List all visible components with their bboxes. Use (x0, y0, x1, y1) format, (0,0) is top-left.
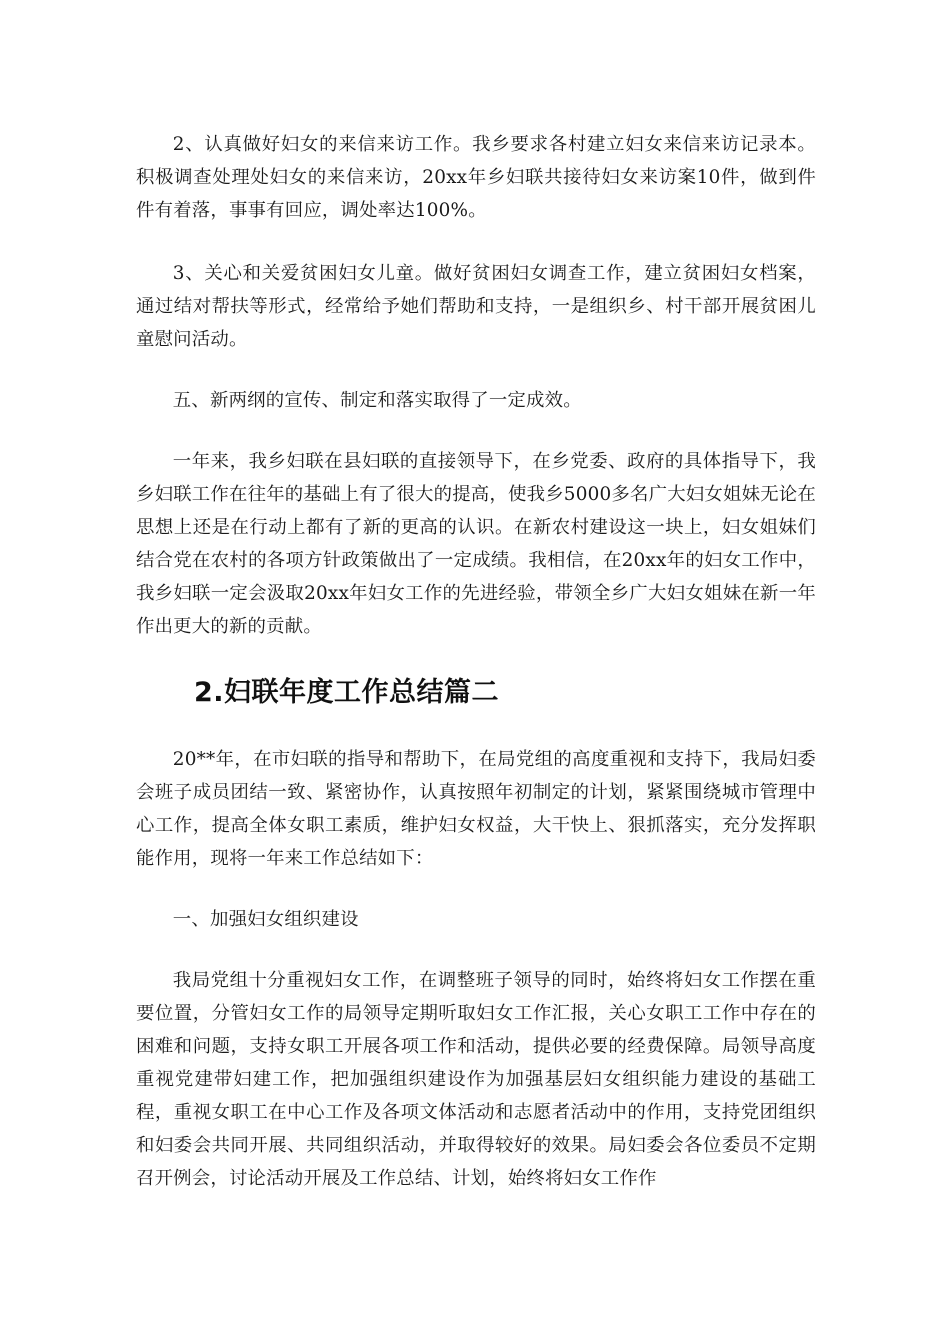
paragraph-org-building: 我局党组十分重视妇女工作，在调整班子领导的同时，始终将妇女工作摆在重要位置，分管妇女工作的局领导定期听取妇女工作汇报，关心女职工工作中存在的困难和问题，支持女职工开展各项工作和活动，提供必要的经费保障。局领导高度重视党建带妇建工作，把加强组织建设作为加强基层妇女组织能力建设的基础工程，重视女职工在中心工作及各项文体活动和志愿者活动中的作用，支持党团组织和妇委会共同开展、共同组织活动，并取得较好的效果。局妇委会各位委员不定期召开例会，讨论活动开展及工作总结、计划，始终将妇女工作作 (136, 970, 816, 1189)
paragraph-section-five: 五、新两纲的宣传、制定和落实取得了一定成效。 (172, 390, 582, 411)
paragraph-intro-part2: 20**年，在市妇联的指导和帮助下，在局党组的高度重视和支持下，我局妇委会班子成员团结一致、紧密协作，认真按照年初制定的计划，紧紧围绕城市管理中心工作，提高全体女职工素质，维护妇女权益，大干快上、狠抓落实，充分发挥职能作用，现将一年来工作总结如下： (136, 749, 816, 869)
paragraph-letters-visits: 2、认真做好妇女的来信来访工作。我乡要求各村建立妇女来信来访记录本。积极调查处理处妇女的来信来访，20xx年乡妇联共接待妇女来访案10件，做到件件有着落，事事有回应，调处率达100%。 (136, 134, 816, 221)
section-heading: 2.妇联年度工作总结篇二 (194, 677, 500, 708)
paragraph-poor-women-children: 3、关心和关爱贫困妇女儿童。做好贫困妇女调查工作，建立贫困妇女档案，通过结对帮扶等形式，经常给予她们帮助和支持，一是组织乡、村干部开展贫困儿童慰问活动。 (136, 263, 816, 350)
paragraph-subheading-org: 一、加强妇女组织建设 (172, 909, 359, 930)
document-body (136, 128, 816, 1195)
paragraph-yearly-summary: 一年来，我乡妇联在县妇联的直接领导下，在乡党委、政府的具体指导下，我乡妇联工作在往年的基础上有了很大的提高，使我乡5000多名广大妇女姐妹无论在思想上还是在行动上都有了新的更高的认识。在新农村建设这一块上，妇女姐妹们结合党在农村的各项方针政策做出了一定成绩。我相信，在20xx年的妇女工作中，我乡妇联一定会汲取20xx年妇女工作的先进经验，带领全乡广大妇女姐妹在新一年作出更大的新的贡献。 (136, 451, 816, 637)
